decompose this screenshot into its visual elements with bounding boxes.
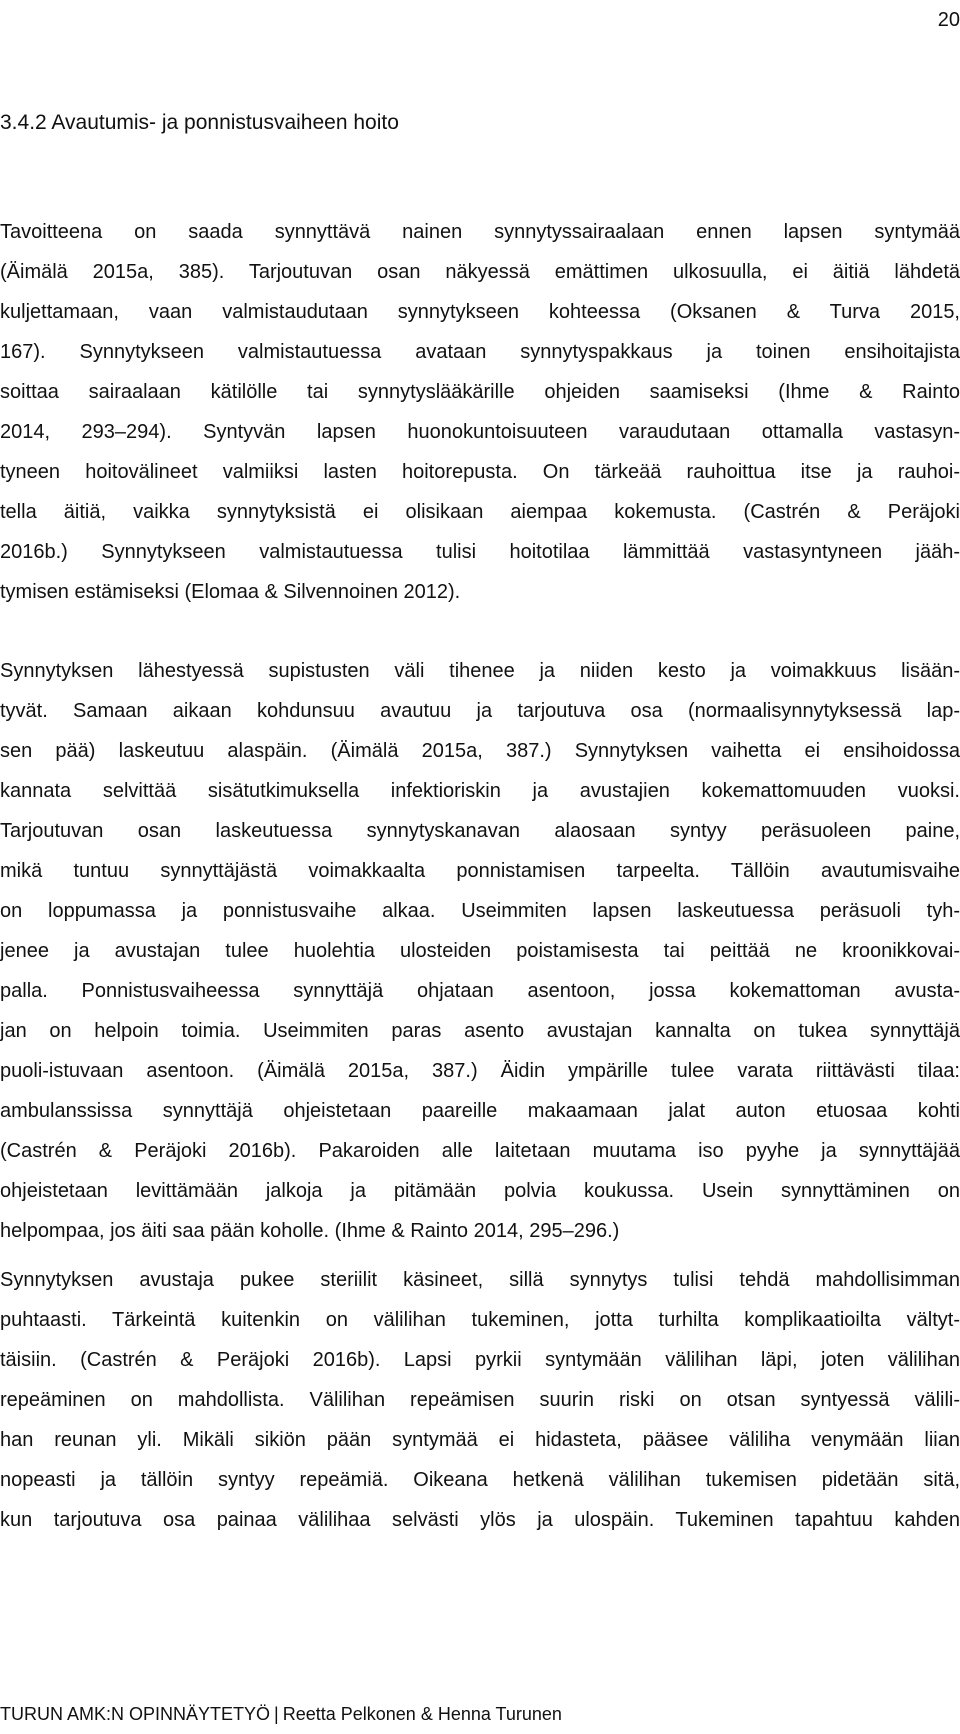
text-line: soittaa sairaalaan kätilölle tai synnytyslääkärille ohjeiden saamiseksi (Ihme & Rainto	[0, 381, 960, 403]
text-line: helpompaa, jos äiti saa pään koholle. (Ihme & Rainto 2014, 295–296.)	[0, 1220, 620, 1242]
text-line: täisiin. (Castrén & Peräjoki 2016b). Lapsi pyrkii syntymään välilihan läpi, joten välilihan	[0, 1349, 960, 1371]
footer-authors: Reetta Pelkonen & Henna Turunen	[282, 1704, 562, 1724]
text-line: jenee ja avustajan tulee huolehtia ulosteiden poistamisesta tai peittää ne kroonikkovai-	[0, 940, 960, 962]
text-line: Synnytyksen lähestyessä supistusten väli tihenee ja niiden kesto ja voimakkuus lisään-	[0, 660, 960, 682]
paragraph-3	[0, 1260, 960, 1540]
footer-institution: TURUN AMK:N OPINNÄYTETYÖ	[0, 1704, 271, 1724]
text-line: palla. Ponnistusvaiheessa synnyttäjä ohjataan asentoon, jossa kokemattoman avusta-	[0, 980, 960, 1002]
text-line: kannata selvittää sisätutkimuksella infektioriskin ja avustajien kokemattomuuden vuoksi.	[0, 780, 960, 802]
text-line: puoli-istuvaan asentoon. (Äimälä 2015a, 387.) Äidin ympärille tulee varata riittävästi tilaa:	[0, 1060, 960, 1082]
text-line: nopeasti ja tällöin syntyy repeämiä. Oikeana hetkenä välilihan tukemisen pidetään sitä,	[0, 1469, 960, 1491]
text-line: mikä tuntuu synnyttäjästä voimakkaalta ponnistamisen tarpeelta. Tällöin avautumisvaihe	[0, 860, 960, 882]
text-line: sen pää) laskeutuu alaspäin. (Äimälä 2015a, 387.) Synnytyksen vaihetta ei ensihoidossa	[0, 740, 960, 762]
text-line: Tarjoutuvan osan laskeutuessa synnytyskanavan alaosaan syntyy peräsuoleen paine,	[0, 820, 960, 842]
text-line: puhtaasti. Tärkeintä kuitenkin on välilihan tukeminen, jotta turhilta komplikaatioilta vältyt-	[0, 1309, 960, 1331]
text-line: tyvät. Samaan aikaan kohdunsuu avautuu ja tarjoutuva osa (normaalisynnytyksessä lap-	[0, 700, 960, 722]
footer-separator: |	[274, 1704, 279, 1724]
text-line: han reunan yli. Mikäli sikiön pään syntymää ei hidasteta, pääsee väliliha venymään liian	[0, 1429, 960, 1451]
text-line: 2014, 293–294). Syntyvän lapsen huonokuntoisuuteen varaudutaan ottamalla vastasyn-	[0, 421, 960, 443]
text-line: on loppumassa ja ponnistusvaihe alkaa. Useimmiten lapsen laskeutuessa peräsuoli tyh-	[0, 900, 960, 922]
text-line: tymisen estämiseksi (Elomaa & Silvennoinen 2012).	[0, 581, 461, 603]
text-line: tyneen hoitovälineet valmiiksi lasten hoitorepusta. On tärkeää rauhoittua itse ja rauhoi-	[0, 461, 960, 483]
text-line: kun tarjoutuva osa painaa välilihaa selvästi ylös ja ulospäin. Tukeminen tapahtuu kahden	[0, 1509, 960, 1531]
text-line: kuljettamaan, vaan valmistaudutaan synnytykseen kohteessa (Oksanen & Turva 2015,	[0, 301, 960, 323]
text-line: Tavoitteena on saada synnyttävä nainen synnytyssairaalaan ennen lapsen syntymää	[0, 221, 960, 243]
text-line: ambulanssissa synnyttäjä ohjeistetaan paareille makaamaan jalat auton etuosaa kohti	[0, 1100, 960, 1122]
paragraph-1	[0, 212, 960, 612]
text-line: 2016b.) Synnytykseen valmistautuessa tulisi hoitotilaa lämmittää vastasyntyneen jääh-	[0, 541, 960, 563]
text-line: tella äitiä, vaikka synnytyksistä ei olisikaan aiempaa kokemusta. (Castrén & Peräjoki	[0, 501, 960, 523]
text-line: 167). Synnytykseen valmistautuessa avataan synnytyspakkaus ja toinen ensihoitajista	[0, 341, 960, 363]
text-line: (Äimälä 2015a, 385). Tarjoutuvan osan näkyessä emättimen ulkosuulla, ei äitiä lähdetä	[0, 261, 960, 283]
section-heading: 3.4.2 Avautumis- ja ponnistusvaiheen hoito	[0, 111, 399, 134]
text-line: (Castrén & Peräjoki 2016b). Pakaroiden alle laitetaan muutama iso pyyhe ja synnyttäjää	[0, 1140, 960, 1162]
text-line: Synnytyksen avustaja pukee steriilit käsineet, sillä synnytys tulisi tehdä mahdollisimman	[0, 1269, 960, 1291]
text-line: jan on helpoin toimia. Useimmiten paras asento avustajan kannalta on tukea synnyttäjä	[0, 1020, 960, 1042]
text-line: repeäminen on mahdollista. Välilihan repeämisen suurin riski on otsan syntyessä välili-	[0, 1389, 960, 1411]
page-number: 20	[937, 9, 960, 31]
page-footer	[0, 1702, 562, 1726]
text-line: ohjeistetaan levittämään jalkoja ja pitämään polvia koukussa. Usein synnyttäminen on	[0, 1180, 960, 1202]
paragraph-2	[0, 651, 960, 1251]
